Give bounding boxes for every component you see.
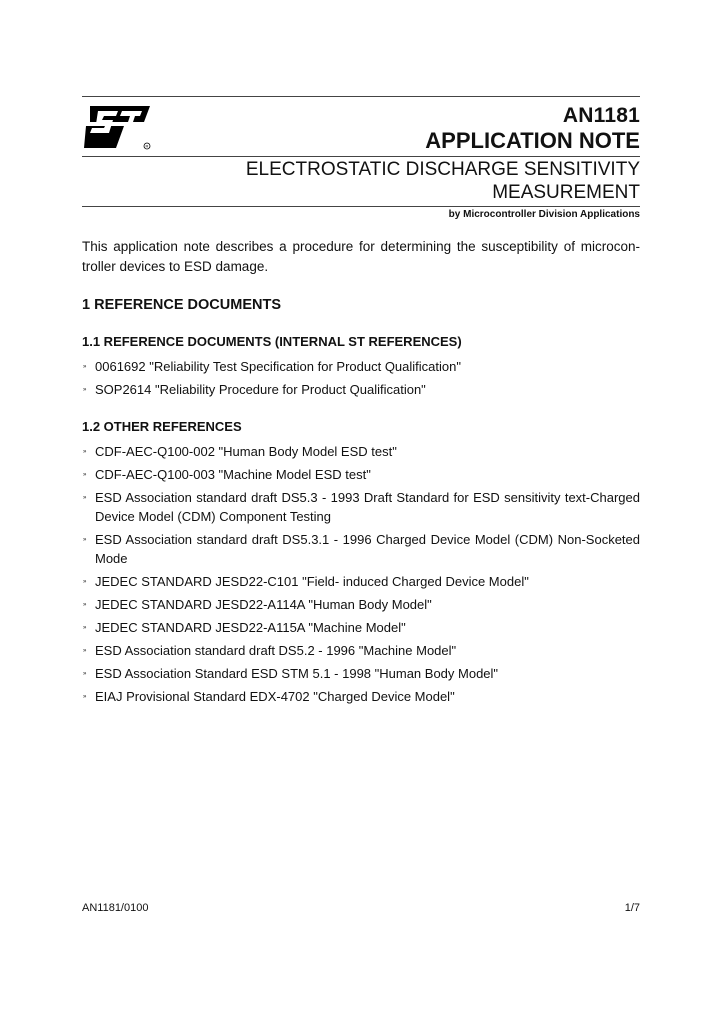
list-item: » 0061692 "Reliability Test Specification for Product Qualification"	[83, 359, 461, 374]
bullet-icon: »	[83, 671, 87, 677]
list-item: » SOP2614 "Reliability Procedure for Product Qualification"	[83, 382, 426, 397]
footer-document-code: AN1181/0100	[82, 902, 149, 914]
bullet-icon: »	[83, 579, 87, 585]
list-item: » JEDEC STANDARD JESD22-A115A "Machine Model"	[83, 620, 406, 635]
list-item: » JEDEC STANDARD JESD22-A114A "Human Body Model"	[83, 597, 432, 612]
list-item: » EIAJ Provisional Standard EDX-4702 "Charged Device Model"	[83, 689, 455, 704]
subtitle-rule	[82, 206, 640, 207]
st-logo-icon	[84, 102, 152, 152]
list-item: » ESD Association Standard ESD STM 5.1 - 1998 "Human Body Model"	[83, 666, 499, 681]
bullet-icon: »	[83, 387, 87, 393]
bullet-icon: »	[83, 625, 87, 631]
bullet-icon: »	[83, 364, 87, 370]
section-1-heading: 1 REFERENCE DOCUMENTS	[82, 297, 281, 313]
internal-references-list	[82, 357, 640, 403]
section-1-1-heading: 1.1 REFERENCE DOCUMENTS (INTERNAL ST REFERENCES)	[82, 334, 462, 349]
header-top-rule	[82, 96, 640, 97]
title-rule	[82, 156, 640, 157]
section-1-2-heading: 1.2 OTHER REFERENCES	[82, 419, 242, 434]
list-item: » CDF-AEC-Q100-003 "Machine Model ESD test"	[83, 467, 371, 482]
svg-text:R: R	[145, 143, 149, 149]
footer-page-number: 1/7	[624, 902, 640, 914]
bullet-icon: »	[83, 694, 87, 700]
other-references-list	[82, 442, 640, 710]
list-item: » CDF-AEC-Q100-002 "Human Body Model ESD test"	[83, 444, 397, 459]
list-item: » JEDEC STANDARD JESD22-C101 "Field- induced Charged Device Model"	[83, 574, 529, 589]
bullet-icon: »	[83, 449, 87, 455]
bullet-icon: »	[83, 648, 87, 654]
list-item: » ESD Association standard draft DS5.3.1 - 1996 Charged Device Model (CDM) Non-Socketed Mode	[83, 532, 640, 566]
list-item: » ESD Association standard draft DS5.2 - 1996 "Machine Model"	[83, 643, 457, 658]
intro-paragraph: This application note describes a procedure for determining the susceptibility of microcon-troller devices to ESD damage.	[82, 239, 640, 274]
document-type: APPLICATION NOTE	[425, 128, 640, 153]
author-line: by Microcontroller Division Applications	[448, 209, 640, 220]
bullet-icon: »	[83, 537, 87, 543]
list-item: » ESD Association standard draft DS5.3 - 1993 Draft Standard for ESD sensitivity text-Charged Device Model (CDM) Component Testing	[83, 490, 640, 524]
document-id: AN1181	[562, 104, 640, 127]
document-subtitle: ELECTROSTATIC DISCHARGE SENSITIVITY MEASUREMENT	[245, 159, 640, 203]
bullet-icon: »	[83, 472, 87, 478]
bullet-icon: »	[83, 602, 87, 608]
bullet-icon: »	[83, 495, 87, 501]
